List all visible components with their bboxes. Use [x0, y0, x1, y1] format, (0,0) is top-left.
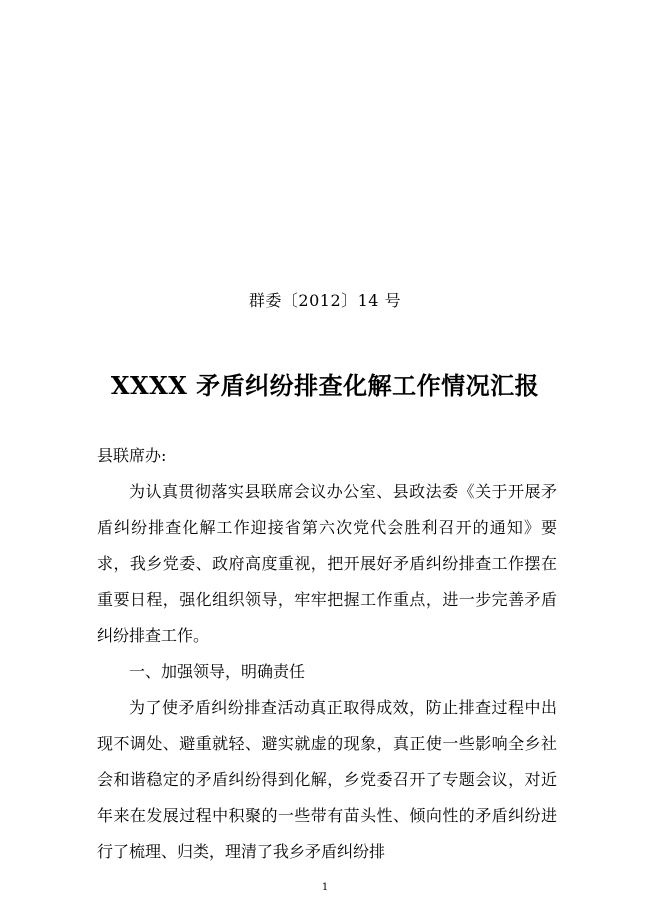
page-number: 1 [321, 882, 329, 893]
paragraph-section-1: 为了使矛盾纠纷排查活动真正取得成效，防止排查过程中出现不调处、避重就轻、避实就虚的现象，真正使一些影响全乡社会和谐稳定的矛盾纠纷得到化解，乡党委召开了专题会议，对近年来在发展过程中积聚的一些带有苗头性、倾向性的矛盾纠纷进行了梳理、归类，理清了我乡矛盾纠纷排 [97, 698, 557, 861]
paragraph-intro: 为认真贯彻落实县联席会议办公室、县政法委《关于开展矛盾纠纷排查化解工作迎接省第六次党代会胜利召开的通知》要求，我乡党委、政府高度重视，把开展好矛盾纠纷排查工作摆在重要日程，强化组织领导，牢牢把握工作重点，进一步完善矛盾纠纷排查工作。 [97, 482, 557, 645]
document-body [97, 438, 557, 870]
document-title: XXXX 矛盾纠纷排查化解工作情况汇报 [110, 371, 540, 400]
section-heading-1: 一、加强领导，明确责任 [129, 662, 306, 681]
salutation: 县联席办: [97, 446, 167, 465]
document-number: 群委〔2012〕14 号 [248, 291, 402, 310]
